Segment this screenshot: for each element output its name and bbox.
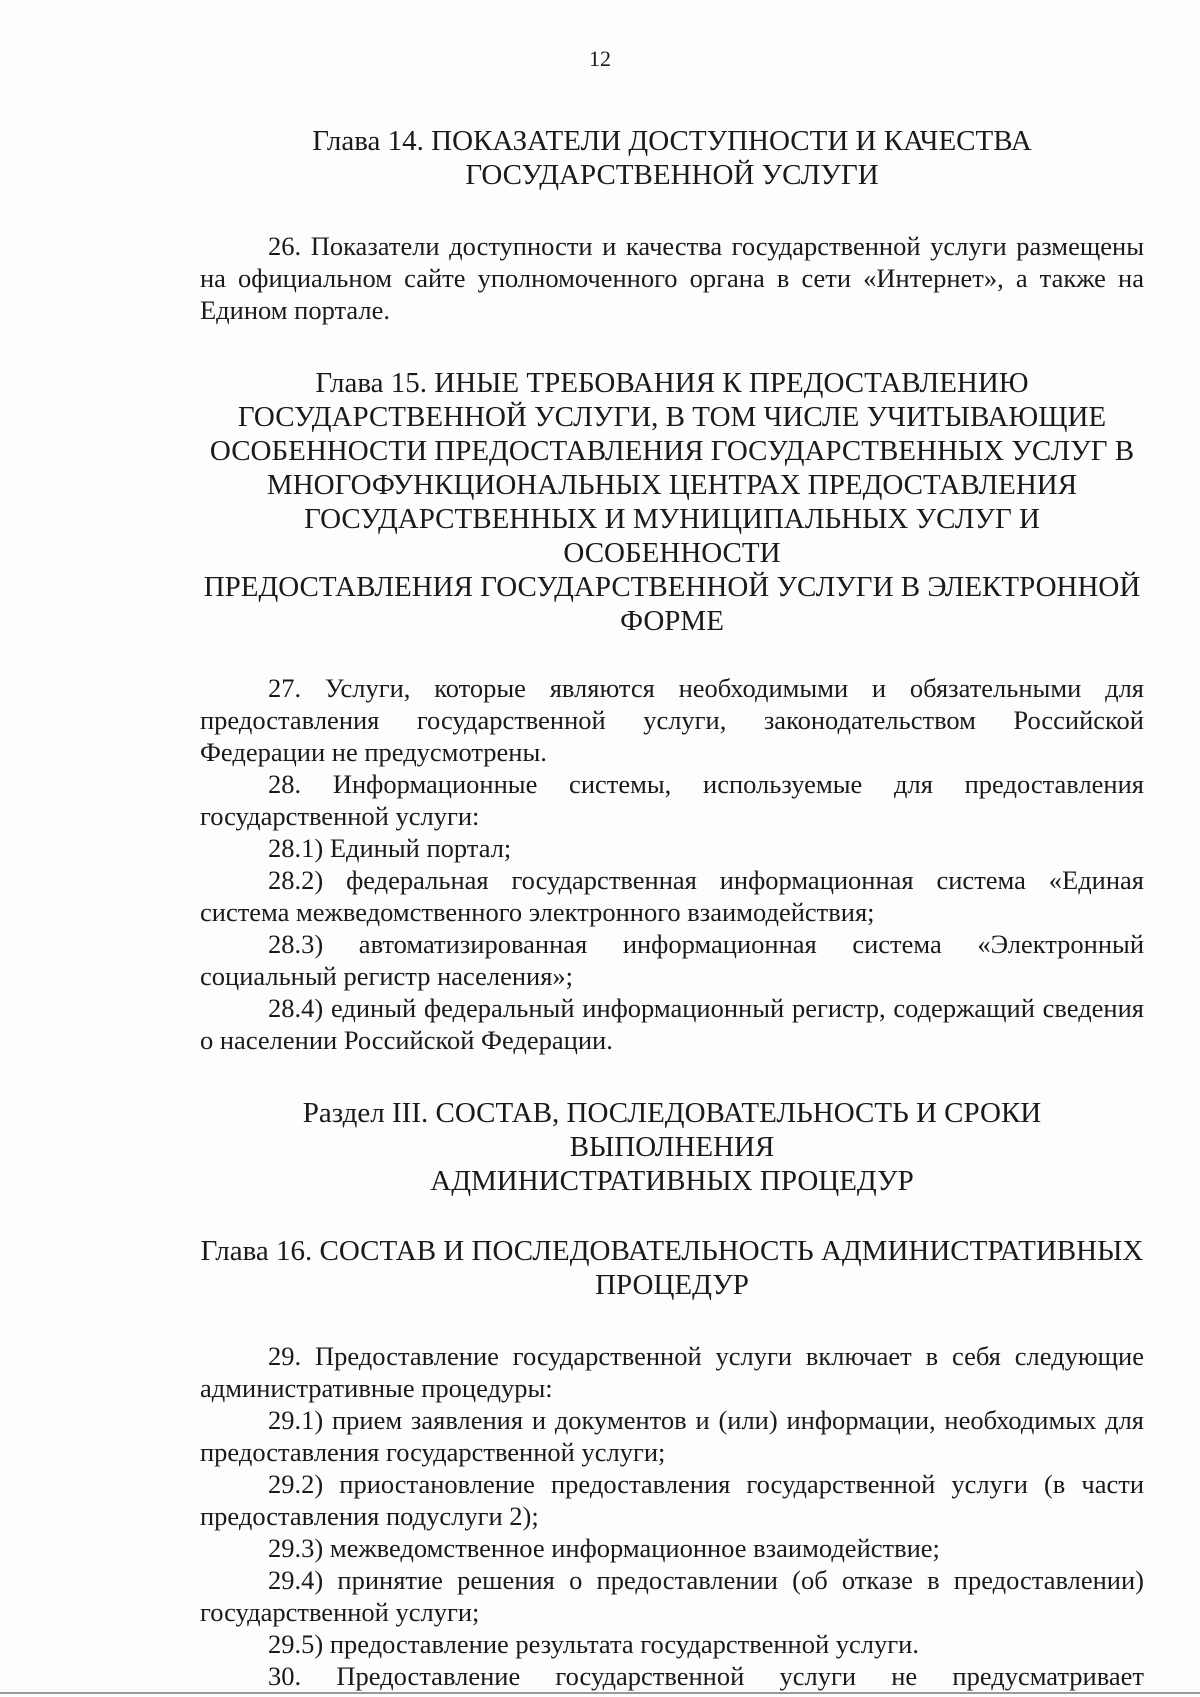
chapter-15-heading <box>200 366 1144 638</box>
section-3-heading-line-2: АДМИНИСТРАТИВНЫХ ПРОЦЕДУР <box>430 1165 914 1197</box>
paragraph-29: 29. Предоставление государственной услуги включает в себя следующие административные процедуры: <box>200 1341 1144 1403</box>
chapter-15-heading-line-7: ФОРМЕ <box>620 605 724 637</box>
chapter-16-heading-line-2: ПРОЦЕДУР <box>595 1269 749 1301</box>
paragraph-26: 26. Показатели доступности и качества государственной услуги размещены на официальном сайте уполномоченного органа в сети «Интернет», а также на Едином портале. <box>200 231 1144 325</box>
section-3-heading <box>200 1096 1144 1198</box>
paragraph-28-3: 28.3) автоматизированная информационная система «Электронный социальный регистр населения»; <box>200 929 1144 991</box>
chapter-15-heading-line-6: ПРЕДОСТАВЛЕНИЯ ГОСУДАРСТВЕННОЙ УСЛУГИ В ЭЛЕКТРОННОЙ <box>203 571 1141 603</box>
paragraph-28: 28. Информационные системы, используемые для предоставления государственной услуги: <box>200 769 1144 831</box>
paragraph-29-1: 29.1) прием заявления и документов и (или) информации, необходимых для предоставления государственной услуги; <box>200 1405 1144 1467</box>
paragraph-29-3: 29.3) межведомственное информационное взаимодействие; <box>268 1533 940 1563</box>
chapter-15-heading-line-1: Глава 15. ИНЫЕ ТРЕБОВАНИЯ К ПРЕДОСТАВЛЕНИЮ <box>315 367 1029 399</box>
paragraph-30: 30. Предоставление государственной услуги не предусматривает <box>268 1661 1144 1691</box>
page-number: 12 <box>589 46 611 71</box>
paragraph-29-4: 29.4) принятие решения о предоставлении (об отказе в предоставлении) государственной услуги; <box>200 1565 1144 1627</box>
document-body <box>200 124 1144 1692</box>
chapter-14-heading <box>200 124 1144 192</box>
section-3-heading-line-1: Раздел III. СОСТАВ, ПОСЛЕДОВАТЕЛЬНОСТЬ И СРОКИ ВЫПОЛНЕНИЯ <box>302 1097 1042 1163</box>
paragraph-28-4: 28.4) единый федеральный информационный регистр, содержащий сведения о населении Российской Федерации. <box>200 993 1144 1055</box>
chapter-15-heading-line-3: ОСОБЕННОСТИ ПРЕДОСТАВЛЕНИЯ ГОСУДАРСТВЕННЫХ УСЛУГ В <box>209 435 1135 467</box>
paragraph-28-1: 28.1) Единый портал; <box>268 833 512 863</box>
paragraph-27: 27. Услуги, которые являются необходимыми и обязательными для предоставления государственной услуги, законодательством Российской Федерации не предусмотрены. <box>200 673 1144 767</box>
chapter-15-heading-line-5: ГОСУДАРСТВЕННЫХ И МУНИЦИПАЛЬНЫХ УСЛУГ И ОСОБЕННОСТИ <box>304 503 1040 569</box>
bottom-scan-edge <box>0 1692 1200 1694</box>
paragraph-28-2: 28.2) федеральная государственная информационная система «Единая система межведомственного электронного взаимодействия; <box>200 865 1144 927</box>
chapter-16-heading <box>200 1234 1144 1302</box>
paragraph-29-5: 29.5) предоставление результата государственной услуги. <box>268 1629 919 1659</box>
paragraph-29-2: 29.2) приостановление предоставления государственной услуги (в части предоставления подуслуги 2); <box>200 1469 1144 1531</box>
chapter-14-heading-line-1: Глава 14. ПОКАЗАТЕЛИ ДОСТУПНОСТИ И КАЧЕСТВА <box>312 125 1032 157</box>
chapter-15-heading-line-4: МНОГОФУНКЦИОНАЛЬНЫХ ЦЕНТРАХ ПРЕДОСТАВЛЕНИЯ <box>266 469 1078 501</box>
chapter-15-heading-line-2: ГОСУДАРСТВЕННОЙ УСЛУГИ, В ТОМ ЧИСЛЕ УЧИТЫВАЮЩИЕ <box>237 401 1107 433</box>
chapter-14-heading-line-2: ГОСУДАРСТВЕННОЙ УСЛУГИ <box>465 159 879 191</box>
chapter-16-heading-line-1: Глава 16. СОСТАВ И ПОСЛЕДОВАТЕЛЬНОСТЬ АДМИНИСТРАТИВНЫХ <box>200 1235 1144 1267</box>
